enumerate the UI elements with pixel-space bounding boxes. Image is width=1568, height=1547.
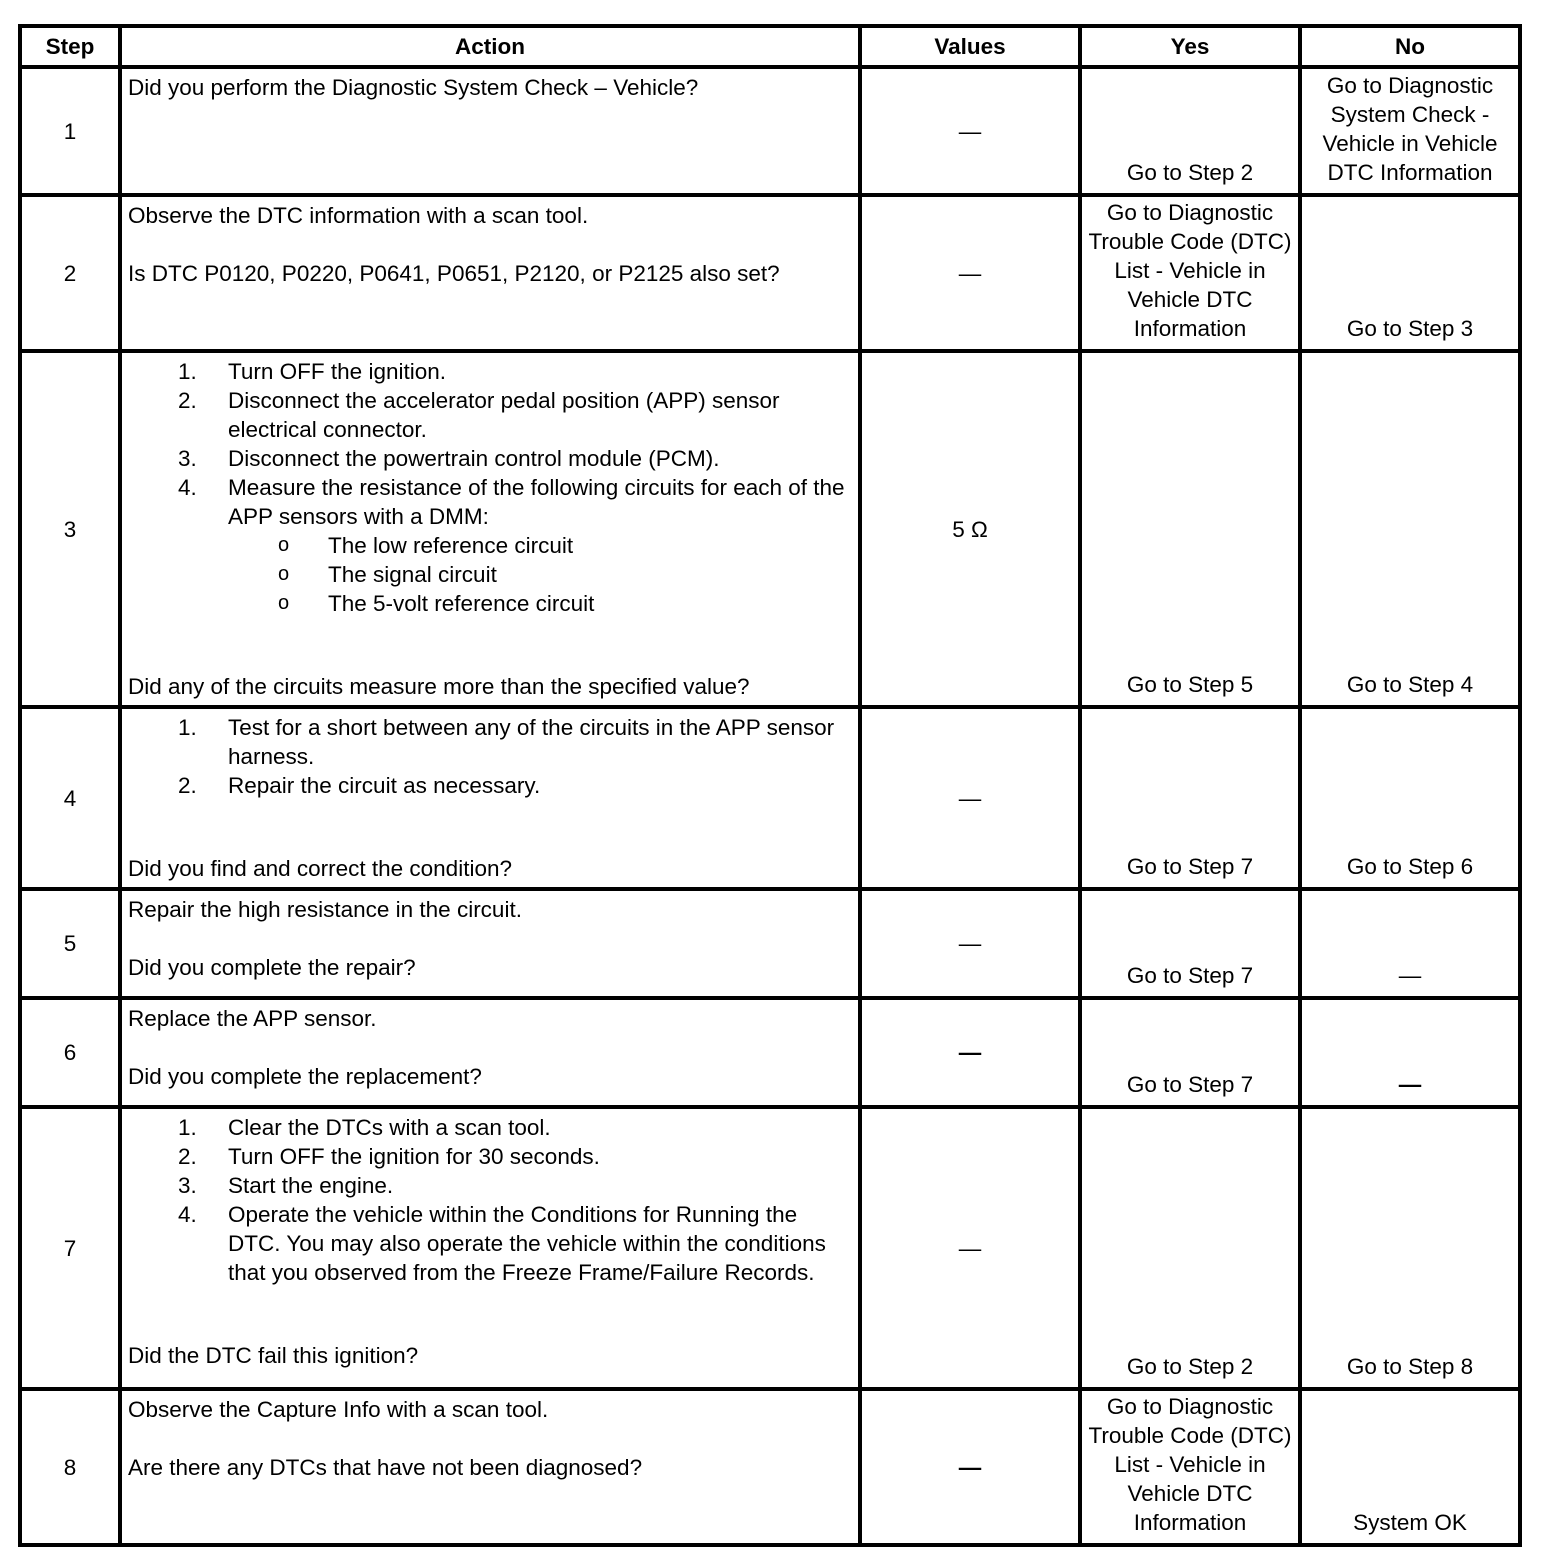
step-number: 2 [20,195,120,351]
list-item [128,444,852,473]
sub-list-text: The 5-volt reference circuit [328,591,595,616]
list-text: Operate the vehicle within the Conditions for Running the DTC. You may also operate the vehicle within the conditions that you observed from the Freeze Frame/Failure Records. [228,1202,826,1285]
action-text: Observe the Capture Info with a scan tool. [128,1397,549,1422]
list-item [128,357,852,386]
step-number: 5 [20,889,120,998]
yes-cell [1080,1107,1300,1389]
action-cell [120,1107,860,1389]
table-row [20,707,1520,889]
header-action: Action [120,26,860,67]
step-number: 3 [20,351,120,707]
value-cell: 5 Ω [860,351,1080,707]
list-text: Clear the DTCs with a scan tool. [228,1115,551,1140]
no-cell [1300,351,1520,707]
yes-text: Go to Step 2 [1126,1354,1254,1379]
yes-cell [1080,67,1300,195]
no-text: System OK [1353,1510,1467,1535]
yes-text: Go to Step 5 [1126,672,1254,697]
spacer [128,1424,852,1453]
list-item [128,386,852,444]
table-row [20,889,1520,998]
value-cell: — [860,1389,1080,1545]
yes-cell [1080,195,1300,351]
list-text: Disconnect the accelerator pedal position (APP) sensor electrical connector. [228,388,780,442]
yes-text: Go to Step 7 [1126,963,1254,988]
numbered-steps [128,357,852,531]
list-number: 1. [178,359,197,384]
no-cell [1300,998,1520,1107]
yes-text: Go to Step 7 [1126,854,1254,879]
numbered-steps [128,713,852,800]
sub-list-text: The signal circuit [328,562,497,587]
action-cell [120,889,860,998]
action-question: Did you find and correct the condition? [128,856,512,881]
action-text: Replace the APP sensor. [128,1006,377,1031]
step-number: 7 [20,1107,120,1389]
bullet-icon: o [278,534,290,556]
list-number: 3. [178,1173,197,1198]
step-number: 4 [20,707,120,889]
spacer [128,1287,852,1341]
action-cell [120,67,860,195]
sub-list [128,531,852,618]
list-text: Measure the resistance of the following circuits for each of the APP sensors with a DMM: [228,475,845,529]
action-cell [120,195,860,351]
no-text: Go to Step 3 [1346,316,1474,341]
spacer [128,230,852,259]
spacer [128,1033,852,1062]
list-item [128,713,852,771]
yes-text: Go to Step 2 [1126,160,1254,185]
table-row [20,1389,1520,1545]
action-cell [120,998,860,1107]
list-item [128,1142,852,1171]
list-number: 2. [178,388,197,413]
value-cell: — [860,998,1080,1107]
no-text: Go to Step 6 [1346,854,1474,879]
list-text: Start the engine. [228,1173,394,1198]
step-number: 6 [20,998,120,1107]
action-cell [120,351,860,707]
table-row [20,351,1520,707]
value-cell: — [860,889,1080,998]
list-text: Turn OFF the ignition. [228,359,447,384]
no-cell [1300,67,1520,195]
list-text: Disconnect the powertrain control module (PCM). [228,446,720,471]
no-text: — [1398,963,1422,988]
sub-list-item [128,589,852,618]
value-cell: — [860,67,1080,195]
sub-list-text: The low reference circuit [328,533,574,558]
sub-list-item [128,560,852,589]
header-row [20,26,1520,67]
table-row [20,998,1520,1107]
yes-cell [1080,1389,1300,1545]
action-question: Did any of the circuits measure more than the specified value? [128,674,750,699]
action-text: Repair the high resistance in the circuit. [128,897,522,922]
header-values: Values [860,26,1080,67]
list-number: 4. [178,475,197,500]
list-text: Test for a short between any of the circuits in the APP sensor harness. [228,715,835,769]
list-number: 4. [178,1202,197,1227]
header-no: No [1300,26,1520,67]
table-row [20,67,1520,195]
action-cell [120,707,860,889]
list-number: 2. [178,1144,197,1169]
table-row [20,1107,1520,1389]
action-question: Are there any DTCs that have not been diagnosed? [128,1455,643,1480]
diagnostic-table [18,24,1522,1547]
yes-text: Go to Step 7 [1126,1072,1254,1097]
action-text: Observe the DTC information with a scan tool. [128,203,589,228]
list-number: 1. [178,1115,197,1140]
no-text: — [1398,1072,1422,1097]
header-yes: Yes [1080,26,1300,67]
list-item [128,1200,852,1287]
list-text: Repair the circuit as necessary. [228,773,541,798]
yes-cell [1080,889,1300,998]
yes-cell [1080,351,1300,707]
list-number: 3. [178,446,197,471]
yes-cell [1080,707,1300,889]
value-cell: — [860,195,1080,351]
action-question: Did you complete the repair? [128,955,416,980]
list-item [128,473,852,531]
action-question: Is DTC P0120, P0220, P0641, P0651, P2120, or P2125 also set? [128,261,780,286]
bullet-icon: o [278,563,290,585]
header-step: Step [20,26,120,67]
spacer [128,618,852,672]
yes-text: Go to Diagnostic Trouble Code (DTC) List - Vehicle in Vehicle DTC Information [1088,200,1292,341]
action-text: Did you perform the Diagnostic System Check – Vehicle? [128,75,699,100]
no-cell [1300,707,1520,889]
value-cell: — [860,1107,1080,1389]
action-question: Did you complete the replacement? [128,1064,482,1089]
yes-cell [1080,998,1300,1107]
list-number: 1. [178,715,197,740]
no-cell [1300,1107,1520,1389]
no-text: Go to Step 8 [1346,1354,1474,1379]
yes-text: Go to Diagnostic Trouble Code (DTC) List - Vehicle in Vehicle DTC Information [1088,1394,1292,1535]
value-cell: — [860,707,1080,889]
step-number: 8 [20,1389,120,1545]
list-item [128,771,852,800]
no-text: Go to Diagnostic System Check - Vehicle in Vehicle DTC Information [1322,73,1498,185]
spacer [128,924,852,953]
spacer [128,800,852,854]
no-cell [1300,1389,1520,1545]
bullet-icon: o [278,592,290,614]
list-item [128,1171,852,1200]
step-number: 1 [20,67,120,195]
numbered-steps [128,1113,852,1287]
no-cell [1300,195,1520,351]
no-cell [1300,889,1520,998]
sub-list-item [128,531,852,560]
list-number: 2. [178,773,197,798]
no-text: Go to Step 4 [1346,672,1474,697]
action-question: Did the DTC fail this ignition? [128,1343,419,1368]
list-text: Turn OFF the ignition for 30 seconds. [228,1144,600,1169]
table-row [20,195,1520,351]
list-item [128,1113,852,1142]
action-cell [120,1389,860,1545]
